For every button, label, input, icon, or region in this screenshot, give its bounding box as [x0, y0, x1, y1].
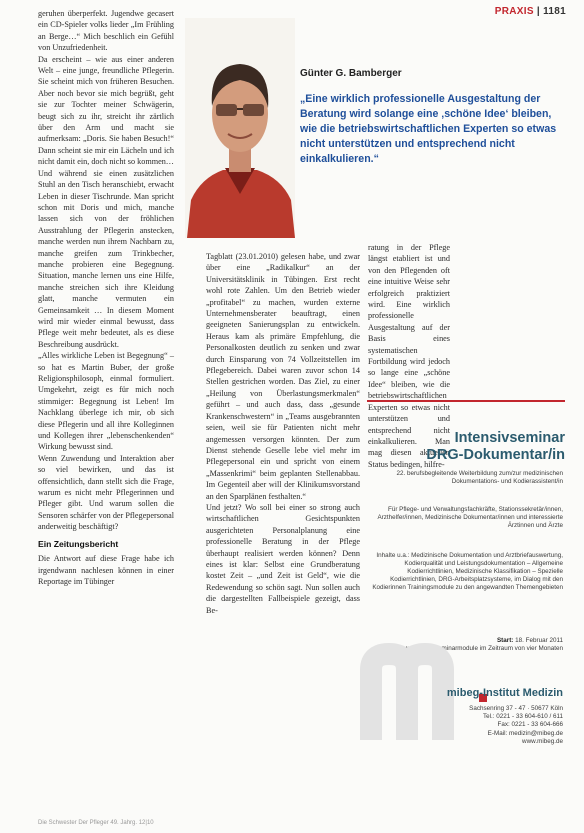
contact-website-link[interactable]: www.mibeg.de — [522, 737, 563, 745]
portrait-image — [185, 18, 295, 238]
contact-address: Sachsenring 37 - 47 · 50677 Köln — [469, 705, 563, 712]
start-label: Start: — [496, 637, 514, 644]
ad-subtitle: 22. berufsbegleitende Weiterbildung zum/zur medizinischen Dokumentations- und Kodierassistent/in — [396, 470, 563, 486]
duration-value: Fünf Seminarmodule im Zeitraum von vier Monaten — [419, 645, 563, 653]
header-separator: | — [533, 6, 544, 17]
article-column-2 — [206, 251, 360, 811]
contact-phone: Tel.: 0221 - 33 604-610 / 611 — [482, 713, 563, 721]
pull-quote: „Eine wirklich professionelle Ausgestaltung der Beratung wird solange eine ‚schöne Idee‘ bleiben, wie die betriebswirtschaftlichen Experten so etwas nicht unterstützen und entsprechend nicht einkalkulieren.“ — [300, 93, 557, 165]
quote-author: Günter G. Bamberger — [300, 68, 402, 79]
paragraph: ratung in der Pflege längst etabliert ist und von den Pflegenden oft eine intuitive Weise sehr erfolgreich praktiziert wird. Eine wirklich professionelle Ausgestaltung auf der Basis eines systematischen Fortbildung wird jedoch so lange eine „schöne Idee“ bleiben, wie die betriebswirtschaftlichen Experten so etwas nicht unterstützen und entsprechend nicht einkalkulieren. Man mag diesen aktuellen Status bedingen, hilfre- — [368, 243, 450, 469]
paragraph: Da erscheint – wie aus einer anderen Welt – eine junge, freundliche Pflegerin. Sie scheint mich von früheren Besuchen. Aber noch bevor sie mich begrüßt, geht sie zur Tochter meiner Schwägerin, beugt sich zu ihr, streicht ihr zärtlich über den Arm und macht sie aufmerksam: „Doris. Sie haben Besuch!“ Dann scheint sie mir ein Lächeln und ich nicht damit ein, doch nicht so kommen… Und während sie einen zusätzlichen Stuhl an den Tisch heranschiebt, erwacht Leben in dieser Tischrunde. Man spricht schon mit Doris und mich, manche lassen sich von der fröhlichen Ausstrahlung der Pflegerin anstecken, manche werden nun ihrem Nachbarn zu, manche greifen zum Trinkbecher, manche probieren eine Begegnung. Situation, manche lernen uns eine Hilfe, manche streichen sich ihre Kleidung glatt, manche vermuten ein Gemeinsamkeit … In diesem Moment wird mir wieder einmal bewusst, dass Pflege weit mehr bedeutet, als es diese Beschreibung ausdrückt. — [38, 54, 174, 349]
paragraph: Die Antwort auf diese Frage habe ich irgendwann nachlesen können in einer Reportage im Tübinger — [38, 554, 174, 586]
ad-divider — [367, 400, 565, 402]
section-label: PRAXIS — [494, 6, 534, 17]
page-number: 1181 — [543, 6, 566, 17]
contact-email-link[interactable]: E-Mail: medizin@mibeg.de — [487, 729, 563, 737]
seminar-advertisement — [367, 400, 565, 812]
ad-title-line: Intensivseminar — [454, 430, 565, 446]
paragraph: Wenn Zuwendung und Interaktion aber so viel bewirken, und das ist offensichtlich, dann stellt sich die Frage, warum es nicht mehr Pflegerinnen und Pfleger gibt. Und warum sollen die Sensoren schärfer von der Pflegepersonal anderweitig beschäftigt? — [38, 453, 174, 532]
ad-title-line: DRG-Dokumentar/in — [426, 447, 565, 463]
article-column-1 — [38, 8, 174, 808]
page-header — [495, 6, 566, 17]
ad-audience: Für Pflege- und Verwaltungsfachkräfte, Stationssekretär/innen, Arzthelfer/innen, Medizinische Dokumentar/innen und interessierte Ärztinnen und Ärzte — [377, 506, 563, 530]
institute-name: mibeg-Institut Medizin — [446, 687, 563, 699]
ad-title — [367, 430, 565, 464]
duration-label: Dauer: — [397, 645, 418, 653]
paragraph: Tagblatt (23.01.2010) gelesen habe, und zwar über eine „Radikalkur“ an der Universitätsklinik in Tübingen. Erst recht wohl rote Zahlen. Um den Betrieb wieder „profitabel“ zu machen, wurden externe Unternehmensberater beauftragt, einen geeigneten Sanierungsplan zu entwickeln. Heraus kam als primäre Empfehlung, die Personalkosten deutlich zu senken und zwar durch Einsparung von 74 Vollzeitstellen im Pflegebereich. Dabei waren zuvor schon 14 Stellen gestrichen worden. Das Ziel, zu einer „Heilung von Überlastungsmerkmalen“ geführt – und auch dass, dass „gesunde Krankenschwestern“ in „Teams ausgebrannten seien, weil sie für Patienten nicht mehr angemessen versorgen könnten. Der zum Dienst stehende Geselle lebe viel mehr im Pflegepersonal ein und spricht von einem „Massenkrimi“ beim geplanten Stellenabbau. Im Gegenteil aber will der Klinikumsvorstand an den Sparplänen festhalten.“ — [206, 252, 360, 501]
author-photo — [185, 18, 295, 238]
contact-block — [367, 705, 563, 746]
start-value: 18. Februar 2011 — [515, 637, 563, 644]
article-column-3 — [368, 242, 450, 469]
page-footer: Die Schwester Der Pfleger 49. Jahrg. 12|10 — [38, 820, 154, 826]
subheading: Ein Zeitungsbericht — [38, 538, 119, 549]
ad-content: Inhalte u.a.: Medizinische Dokumentation und Arztbriefauswertung, Kodierqualität und Leistungsdokumentation – Allgemeine Kodierrichtlinien, Medizinische Klassifikation – Spezielle Kodierrichtlinien, DRG-Arbeitsplatzsysteme, im Dialog mit den Kodierinnen Trainingsmodule zu den angewandten Themengebieten — [372, 552, 563, 592]
paragraph: geruhen überperfekt. Jugendwe gecasert ein CD-Spieler volks lieder „Im Frühling an Berge…“ Mich beschlich ein Gefühl von Unzufriedenheit. — [38, 9, 174, 53]
paragraph: Und jetzt? Wo soll bei einer so strong auch wirtschaftlichen Gesichtspunkten ausgerichteten Personalplanung eine professionelle Beratung in der Pflege überhaupt realisiert werden können? Denn eines ist klar: Selbst eine Grundberatung kostet Zeit – „und Zeit ist Geld“, wie die Redewendung so schön sagt. Nun sollen auch die dargestellten Fallbeispiele gezeigt, dass Be- — [206, 502, 360, 615]
paragraph: „Alles wirkliche Leben ist Begegnung“ – so hat es Martin Buber, der große Religionsphilosoph, einmal formuliert. Umgekehrt, zeigt es für mich noch stimmiger: Begegnung ist Leben! Im Nachklang überlege ich mir, ob sich diese Pflegerin und all ihre Kolleginnen und Kollegen ihrer „lebenschenkenden“ Wirkung bewusst sind. — [38, 351, 174, 452]
contact-fax: Fax: 0221 - 33 604-666 — [497, 721, 563, 729]
